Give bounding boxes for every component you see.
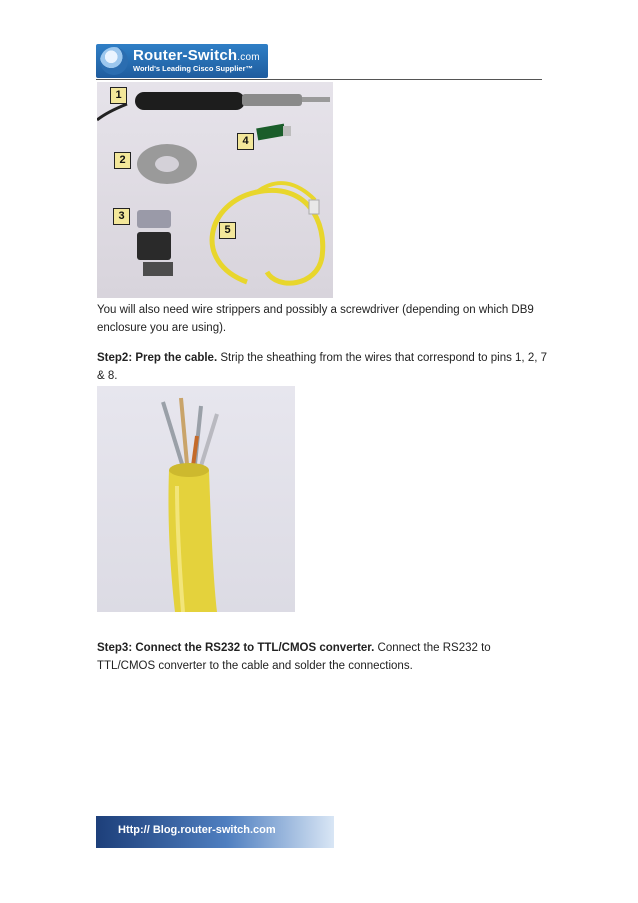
callout-3-label: 3 xyxy=(113,208,130,225)
logo-dotcom: .com xyxy=(237,52,260,63)
globe-logo-icon xyxy=(100,47,128,75)
step2-heading: Step2: Prep the cable. xyxy=(97,352,218,364)
step3-heading: Step3: Connect the RS232 to TTL/CMOS converter. xyxy=(97,642,375,654)
footer-blog-url: Http:// Blog.router-switch.com xyxy=(118,824,276,836)
step3-text: Connect the RS232 to TTL/CMOS converter to the cable and solder the connections. xyxy=(97,642,491,672)
callout-5-label: 5 xyxy=(219,222,236,239)
callout-4-label: 4 xyxy=(237,133,254,150)
stripped-cable-photo xyxy=(97,386,295,612)
logo-title: Router-Switch.com xyxy=(133,47,260,64)
step2-text: Strip the sheathing from the wires that correspond to pins 1, 2, 7 & 8. xyxy=(97,352,548,382)
tools-photo xyxy=(97,82,333,298)
paragraph-strippers: You will also need wire strippers and possibly a screwdriver (depending on which DB9 enclosure you are using). xyxy=(97,304,534,334)
paragraph-step3 xyxy=(97,639,547,675)
stripped-cable-illustration xyxy=(97,386,295,612)
callout-1-label: 1 xyxy=(110,87,127,104)
callout-2-label: 2 xyxy=(114,152,131,169)
header-divider xyxy=(96,79,542,80)
paragraph-step2 xyxy=(97,349,547,385)
logo-tagline: World's Leading Cisco Supplier™ xyxy=(133,64,253,73)
tools-illustration xyxy=(97,82,333,298)
